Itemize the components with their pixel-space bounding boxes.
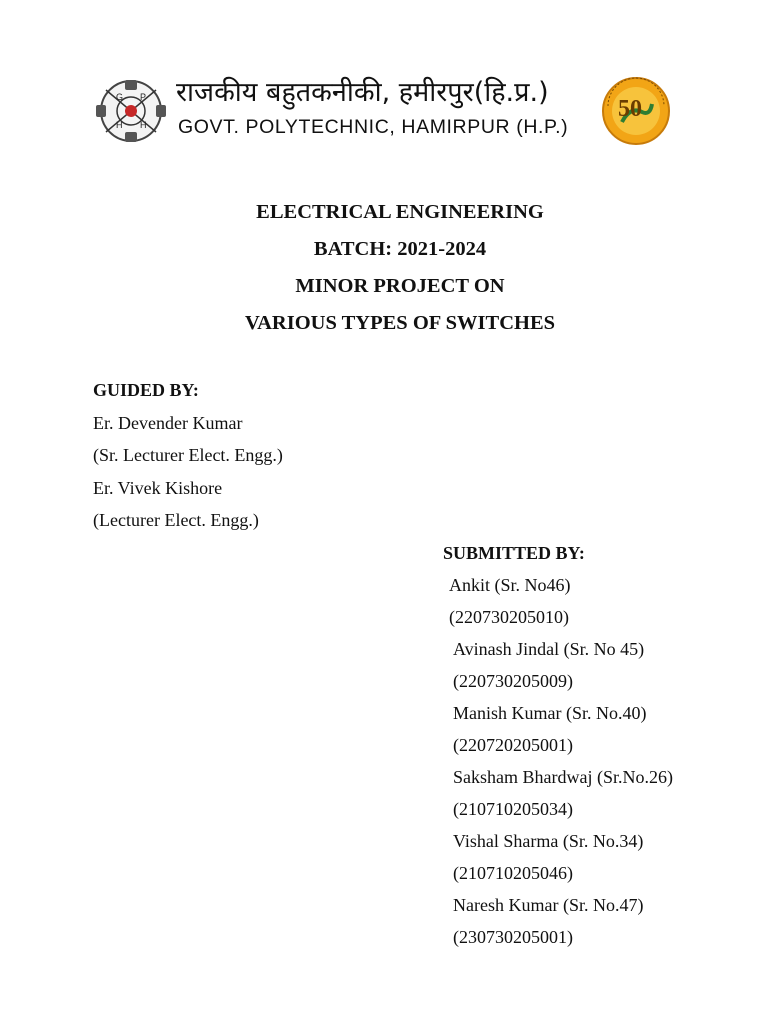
- student-name: Vishal Sharma (Sr. No.34): [453, 831, 644, 851]
- student-roll: (230730205001): [453, 927, 573, 947]
- title-block: [0, 194, 768, 342]
- guide-line: Er. Vivek Kishore: [93, 477, 223, 498]
- svg-text:H: H: [140, 120, 147, 130]
- student-name: Naresh Kumar (Sr. No.47): [453, 895, 644, 915]
- guided-by-heading: GUIDED BY:: [93, 380, 199, 400]
- student-roll: (210710205046): [453, 863, 573, 883]
- department-title: ELECTRICAL ENGINEERING: [256, 201, 544, 223]
- guide-line: Er. Devender Kumar: [93, 412, 243, 433]
- student-roll: (220730205010): [449, 607, 569, 627]
- college-name-english: GOVT. POLYTECHNIC, HAMIRPUR (H.P.): [178, 116, 569, 138]
- topic-title: VARIOUS TYPES OF SWITCHES: [244, 312, 556, 334]
- student-name: Manish Kumar (Sr. No.40): [453, 703, 647, 723]
- student-name: Avinash Jindal (Sr. No 45): [453, 639, 645, 659]
- svg-text:50: 50: [618, 96, 642, 122]
- college-emblem-icon: [94, 78, 168, 144]
- batch-title: BATCH: 2021-2024: [313, 238, 487, 260]
- college-header: [94, 74, 676, 146]
- student-roll: (220730205009): [453, 671, 573, 691]
- svg-text:P: P: [140, 92, 147, 102]
- submitted-by-heading: SUBMITTED BY:: [443, 543, 585, 563]
- student-roll: (210710205034): [453, 799, 573, 819]
- college-name-hindi: राजकीय बहुतकनीकी, हमीरपुर(हि.प्र.): [176, 77, 549, 108]
- student-name: Ankit (Sr. No46): [449, 575, 571, 595]
- guide-line: (Lecturer Elect. Engg.): [93, 510, 259, 530]
- project-title: MINOR PROJECT ON: [295, 275, 505, 297]
- submitted-by-section: [443, 537, 763, 953]
- student-roll: (220720205001): [453, 735, 573, 755]
- svg-text:G: G: [116, 92, 124, 102]
- golden-jubilee-50-icon: [598, 76, 674, 146]
- student-name: Saksham Bhardwaj (Sr.No.26): [453, 767, 673, 787]
- guided-by-section: [93, 374, 453, 537]
- guide-line: (Sr. Lecturer Elect. Engg.): [93, 445, 283, 465]
- svg-text:H: H: [116, 120, 123, 130]
